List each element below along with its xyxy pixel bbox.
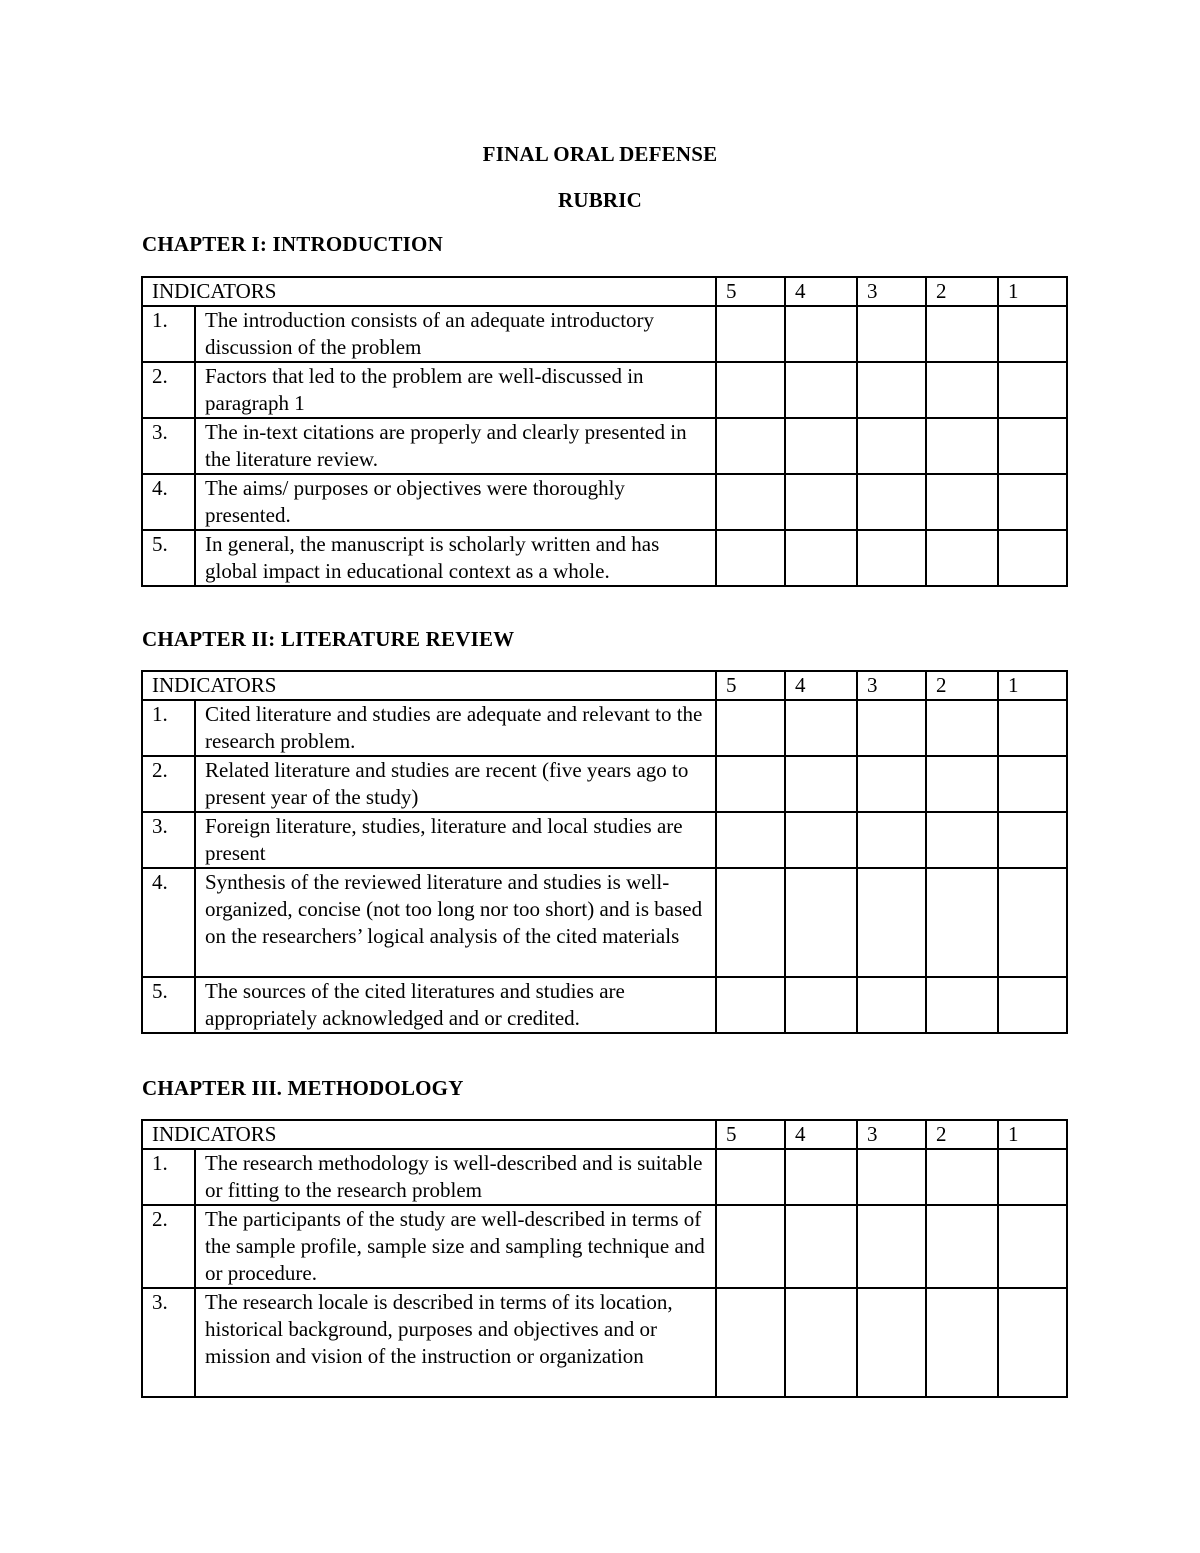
score-header-5: 5 [716,1120,785,1149]
table-row [142,474,1067,530]
score-cell-4[interactable] [785,474,857,530]
score-cell-5[interactable] [716,418,785,474]
row-number: 3. [142,812,195,868]
score-cell-2[interactable] [926,362,998,418]
score-cell-1[interactable] [998,868,1067,977]
score-header-4: 4 [785,277,857,306]
score-cell-4[interactable] [785,700,857,756]
score-cell-4[interactable] [785,530,857,586]
indicator-text: Cited literature and studies are adequate and relevant to the research problem. [195,700,716,756]
score-cell-2[interactable] [926,977,998,1033]
score-header-4: 4 [785,671,857,700]
score-header-1: 1 [998,277,1067,306]
score-header-1: 1 [998,1120,1067,1149]
score-cell-2[interactable] [926,474,998,530]
score-cell-2[interactable] [926,418,998,474]
score-cell-3[interactable] [857,530,926,586]
score-cell-4[interactable] [785,756,857,812]
score-cell-4[interactable] [785,1149,857,1205]
indicator-text: Foreign literature, studies, literature and local studies are present [195,812,716,868]
row-number: 3. [142,418,195,474]
score-cell-1[interactable] [998,418,1067,474]
rubric-table-chapter-3 [141,1119,1068,1398]
indicators-header: INDICATORS [142,671,716,700]
table-row [142,1149,1067,1205]
row-number: 2. [142,1205,195,1288]
score-cell-2[interactable] [926,868,998,977]
indicator-text: Synthesis of the reviewed literature and studies is well-organized, concise (not too long nor too short) and is based on the researchers’ logical analysis of the cited materials [195,868,716,977]
score-cell-1[interactable] [998,756,1067,812]
score-cell-5[interactable] [716,1205,785,1288]
row-number: 4. [142,474,195,530]
indicator-text: The research methodology is well-described and is suitable or fitting to the research problem [195,1149,716,1205]
table-row [142,530,1067,586]
score-header-5: 5 [716,671,785,700]
score-cell-5[interactable] [716,700,785,756]
chapter-2-title: CHAPTER II: LITERATURE REVIEW [142,627,515,651]
table-row [142,756,1067,812]
table-row [142,700,1067,756]
score-cell-4[interactable] [785,868,857,977]
score-cell-4[interactable] [785,1205,857,1288]
score-cell-5[interactable] [716,1288,785,1397]
score-header-3: 3 [857,1120,926,1149]
table-row [142,1205,1067,1288]
score-cell-1[interactable] [998,474,1067,530]
score-header-2: 2 [926,671,998,700]
score-cell-1[interactable] [998,530,1067,586]
score-cell-1[interactable] [998,977,1067,1033]
document-title: FINAL ORAL DEFENSE [482,142,718,166]
table-row [142,868,1067,977]
row-number: 4. [142,868,195,977]
indicator-text: The aims/ purposes or objectives were thoroughly presented. [195,474,716,530]
score-cell-2[interactable] [926,530,998,586]
score-cell-5[interactable] [716,868,785,977]
score-cell-3[interactable] [857,1288,926,1397]
document-subtitle: RUBRIC [557,188,643,212]
rubric-table-chapter-2 [141,670,1068,1034]
indicator-text: Related literature and studies are recent (five years ago to present year of the study) [195,756,716,812]
score-cell-5[interactable] [716,756,785,812]
indicator-text: The in-text citations are properly and clearly presented in the literature review. [195,418,716,474]
row-number: 5. [142,977,195,1033]
chapter-1-title: CHAPTER I: INTRODUCTION [142,232,443,256]
score-cell-5[interactable] [716,1149,785,1205]
table-row [142,812,1067,868]
table-row [142,977,1067,1033]
score-cell-4[interactable] [785,1288,857,1397]
score-cell-5[interactable] [716,474,785,530]
indicators-header: INDICATORS [142,1120,716,1149]
indicator-text: The sources of the cited literatures and studies are appropriately acknowledged and or credited. [195,977,716,1033]
score-cell-2[interactable] [926,1149,998,1205]
score-cell-4[interactable] [785,362,857,418]
table-row [142,306,1067,362]
row-number: 5. [142,530,195,586]
score-cell-4[interactable] [785,977,857,1033]
score-cell-2[interactable] [926,756,998,812]
table-row [142,362,1067,418]
score-cell-3[interactable] [857,868,926,977]
indicator-text: In general, the manuscript is scholarly written and has global impact in educational context as a whole. [195,530,716,586]
row-number: 2. [142,756,195,812]
table-header-row [142,671,1067,700]
table-header-row [142,277,1067,306]
score-header-2: 2 [926,277,998,306]
table-header-row [142,1120,1067,1149]
score-cell-4[interactable] [785,812,857,868]
score-cell-5[interactable] [716,977,785,1033]
score-cell-1[interactable] [998,812,1067,868]
row-number: 1. [142,306,195,362]
indicator-text: The participants of the study are well-described in terms of the sample profile, sample size and sampling technique and or procedure. [195,1205,716,1288]
score-cell-3[interactable] [857,1149,926,1205]
score-cell-3[interactable] [857,977,926,1033]
score-cell-1[interactable] [998,700,1067,756]
score-cell-2[interactable] [926,1288,998,1397]
score-header-5: 5 [716,277,785,306]
score-cell-2[interactable] [926,812,998,868]
score-header-4: 4 [785,1120,857,1149]
score-cell-3[interactable] [857,306,926,362]
score-cell-3[interactable] [857,418,926,474]
score-cell-5[interactable] [716,812,785,868]
score-cell-2[interactable] [926,1205,998,1288]
indicator-text: Factors that led to the problem are well-discussed in paragraph 1 [195,362,716,418]
score-cell-4[interactable] [785,418,857,474]
score-cell-3[interactable] [857,1205,926,1288]
score-cell-1[interactable] [998,1205,1067,1288]
score-header-3: 3 [857,671,926,700]
score-cell-5[interactable] [716,362,785,418]
chapter-3-title: CHAPTER III. METHODOLOGY [142,1076,464,1100]
row-number: 1. [142,1149,195,1205]
indicator-text: The introduction consists of an adequate introductory discussion of the problem [195,306,716,362]
score-header-3: 3 [857,277,926,306]
score-header-1: 1 [998,671,1067,700]
score-cell-1[interactable] [998,1288,1067,1397]
indicators-header: INDICATORS [142,277,716,306]
score-cell-5[interactable] [716,530,785,586]
score-cell-3[interactable] [857,362,926,418]
score-cell-3[interactable] [857,700,926,756]
table-row [142,1288,1067,1397]
row-number: 1. [142,700,195,756]
score-cell-3[interactable] [857,756,926,812]
score-cell-5[interactable] [716,306,785,362]
indicator-text: The research locale is described in terms of its location, historical background, purposes and objectives and or mission and vision of the instruction or organization [195,1288,716,1397]
score-cell-3[interactable] [857,812,926,868]
row-number: 2. [142,362,195,418]
score-cell-3[interactable] [857,474,926,530]
score-cell-2[interactable] [926,306,998,362]
score-header-2: 2 [926,1120,998,1149]
rubric-table-chapter-1 [141,276,1068,587]
score-cell-1[interactable] [998,362,1067,418]
score-cell-2[interactable] [926,700,998,756]
table-row [142,418,1067,474]
score-cell-4[interactable] [785,306,857,362]
score-cell-1[interactable] [998,306,1067,362]
score-cell-1[interactable] [998,1149,1067,1205]
row-number: 3. [142,1288,195,1397]
